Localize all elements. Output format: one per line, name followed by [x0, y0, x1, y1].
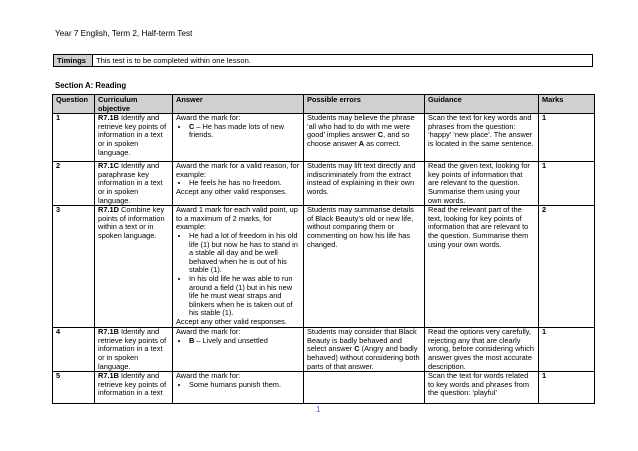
document-header: Year 7 English, Term 2, Half-term Test: [55, 29, 193, 38]
objective-text: Identify and retrieve key points of information in a text or in spoken language.: [98, 327, 167, 371]
guidance: Scan the text for words related to key words and phrases from the question: ‘playful’: [425, 372, 539, 404]
answer-intro: Award the mark for a valid reason, for example:: [176, 161, 300, 179]
possible-errors: [304, 372, 425, 404]
table-row: [53, 206, 595, 328]
answer-intro: Award the mark for:: [176, 327, 241, 337]
objective-text: Identify and retrieve key points of information in a text: [98, 371, 167, 398]
table-row: [53, 328, 595, 372]
answer-option: B: [189, 335, 195, 345]
header-marks: Marks: [539, 95, 595, 114]
timings-label: Timings: [54, 55, 93, 67]
possible-errors: [304, 206, 425, 328]
curriculum-objective: [95, 328, 173, 372]
error-option: A: [358, 138, 365, 148]
answer-bullet: [189, 123, 300, 140]
question-number: 2: [53, 162, 95, 206]
error-text: , and so choose answer: [307, 130, 410, 148]
objective-code: R7.1B: [98, 371, 119, 381]
marks: 1: [539, 328, 595, 372]
objective-code: R7.1D: [98, 205, 119, 215]
guidance: Read the options very carefully, rejecting any that are clearly wrong, before considering which answer gives the most accurate description.: [425, 328, 539, 372]
question-number: 1: [53, 114, 95, 162]
answer-bullet: [189, 337, 300, 346]
guidance: Scan the text for key words and phrases from the question: ‘happy’ ‘new place’. The answer is located in the same sentence.: [425, 114, 539, 162]
objective-code: R7.1B: [98, 327, 119, 337]
timings-value: This test is to be completed within one lesson.: [93, 55, 593, 67]
header-guidance: Guidance: [425, 95, 539, 114]
question-number: 3: [53, 206, 95, 328]
table-row: [53, 162, 595, 206]
table-header-row: [53, 95, 595, 114]
section-title: Section A: Reading: [55, 81, 127, 90]
answer-outro: Accept any other valid responses.: [176, 316, 287, 326]
error-option: C: [354, 344, 360, 354]
marks: 2: [539, 206, 595, 328]
answer-intro: Award 1 mark for each valid point, up to a maximum of 2 marks, for example:: [176, 205, 298, 232]
header-errors: Possible errors: [304, 95, 425, 114]
possible-errors: [304, 114, 425, 162]
marks: 1: [539, 372, 595, 404]
error-text: Students may consider that Black Beauty is badly behaved and select answer: [307, 327, 417, 354]
table-row: [53, 114, 595, 162]
answer-bullet: [189, 232, 300, 275]
answer-cell: [173, 206, 304, 328]
possible-errors: [304, 162, 425, 206]
answer-cell: [173, 372, 304, 404]
answer-bullet-text: He feels he has no freedom.: [189, 178, 282, 188]
error-text: Students may believe the phrase ‘all who had to do with me were good’ implies answer: [307, 113, 415, 140]
curriculum-objective: [95, 206, 173, 328]
marks: 1: [539, 114, 595, 162]
answer-bullet: [189, 275, 300, 318]
header-objective: Curriculum objective: [95, 95, 173, 114]
table-row: [53, 372, 595, 404]
error-text: Students may lift text directly and indiscriminately from the extract instead of explaining in their own words.: [307, 161, 416, 196]
mark-scheme-table: [52, 94, 595, 404]
answer-bullet-text: In his old life he was able to run around a field (1) but in his new life he must wear straps and blinkers when he is taken out of his stable (1).: [189, 273, 293, 318]
answer-bullet-text: He had a lot of freedom in his old life (1) but now he has to stand in a stable all day and be well behaved when he is out of his stable (1).: [189, 230, 298, 275]
question-number: 5: [53, 372, 95, 404]
objective-text: Identify and paraphrase key information in a text or in spoken language.: [98, 161, 163, 205]
answer-intro: Award the mark for:: [176, 113, 241, 123]
answer-bullet-text: – Lively and unsettled: [194, 335, 268, 345]
answer-intro: Award the mark for:: [176, 371, 241, 381]
possible-errors: [304, 328, 425, 372]
objective-code: R7.1C: [98, 161, 119, 171]
question-number: 4: [53, 328, 95, 372]
answer-bullet-text: – He has made lots of new friends.: [189, 121, 284, 140]
page-number: 1: [316, 405, 321, 414]
error-text: Students may summarise details of Black Beauty’s old or new life, without comparing them or commenting on how his life has changed.: [307, 205, 414, 249]
objective-code: R7.1B: [98, 113, 119, 123]
answer-bullet: [189, 381, 300, 390]
answer-option: C: [189, 121, 195, 131]
timings-table: [53, 54, 593, 67]
header-question: Question: [53, 95, 95, 114]
error-text: as correct.: [364, 138, 401, 148]
answer-cell: [173, 162, 304, 206]
guidance: Read the relevant part of the text, looking for key points of information that are relevant to the question. Summarise them using your own words.: [425, 206, 539, 328]
curriculum-objective: [95, 114, 173, 162]
objective-text: Combine key points of information within a text or in spoken language.: [98, 205, 165, 240]
answer-bullet-text: Some humans punish them.: [189, 379, 282, 389]
marks: 1: [539, 162, 595, 206]
guidance: Read the given text, looking for key points of information that are relevant to the question. Summarise them using your own words.: [425, 162, 539, 206]
objective-text: Identify and retrieve key points of information in a text or in spoken language.: [98, 113, 167, 157]
error-text: (Angry and badly behaved) without considering both parts of that answer.: [307, 344, 420, 371]
answer-cell: [173, 114, 304, 162]
header-answer: Answer: [173, 95, 304, 114]
curriculum-objective: [95, 162, 173, 206]
answer-outro: Accept any other valid responses.: [176, 186, 287, 196]
curriculum-objective: [95, 372, 173, 404]
error-option: C: [377, 130, 384, 140]
answer-cell: [173, 328, 304, 372]
